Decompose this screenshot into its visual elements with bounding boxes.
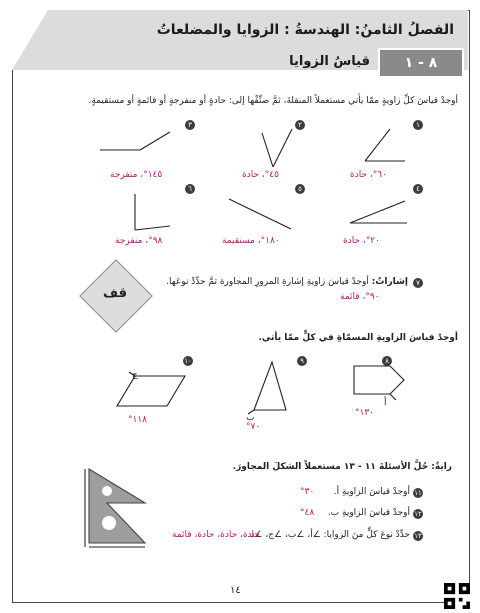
answer-3: ١٤٥°، منفرجة [110, 170, 163, 180]
question-number: ١٢ [414, 510, 422, 518]
answer-2: ٤٥°، حادة [242, 170, 279, 180]
q13-answer: حادة، حادة، حادة، قائمة [172, 530, 260, 540]
header-notch [12, 10, 48, 70]
question-number: ١ [413, 120, 423, 130]
q7-label: إشاراتٌ: [371, 277, 408, 287]
lesson-title: قياسُ الزوايا [289, 54, 370, 69]
question-number: ٦ [185, 184, 195, 194]
q11-text: أوجدْ قياسَ الزاويةِ أ. [333, 487, 410, 497]
answer-5: ١٨٠°، مستقيمة [222, 236, 280, 246]
q12-text: أوجدْ قياسَ الزاويةِ ب. [327, 508, 410, 518]
question-number: ١١ [414, 489, 422, 497]
angle-figure-4 [345, 195, 415, 230]
question-number: ٤ [413, 184, 423, 194]
question-number: ٨ [382, 356, 392, 366]
flags-heading: رايةٌ: حُلَّ الأسئلةَ ١١ - ١٣ مستعملاً الشكلَ المجاورَ. [232, 462, 452, 472]
q12-answer: ٤٨° [300, 508, 315, 518]
question-number: ٩ [297, 356, 307, 366]
angle-figure-1 [360, 125, 410, 165]
q7-body: أوجدْ قياسَ زاويةِ إشارةِ المرورِ المجاورة ثمَّ حدِّدْ نوعَها. [166, 277, 369, 287]
qr-code-icon [444, 583, 470, 609]
answer-10: ١١٨° [128, 415, 148, 425]
angle-figure-2 [258, 125, 298, 170]
nepal-flag-figure [85, 465, 155, 550]
angle-figure-5 [225, 195, 295, 235]
triangle-figure [250, 360, 290, 415]
figure-label-c: ج [132, 370, 138, 380]
pentagon-figure [350, 362, 410, 402]
angle-figure-6 [125, 190, 175, 235]
question-number: ٣ [185, 120, 195, 130]
question-number: ٥ [295, 184, 305, 194]
q7-text [166, 277, 408, 287]
section1-instruction: أوجدْ قياسَ كلِّ زاويةٍ ممّا يأتي مستعملاً المنقلةَ، ثمَّ صنِّفْها إلى: حادةٍ أو منفرجةٍ أو قائمةٍ أو مستقيمةٍ. [88, 96, 458, 106]
figure-label-b: ب [246, 413, 255, 423]
q7-answer: ٩٠°، قائمة [340, 292, 380, 302]
chapter-title: الفصلُ الثامنُ: الهندسةُ : الزوايا والمضلعاتُ [156, 22, 454, 38]
figure-label-a: أ [384, 398, 387, 408]
angle-figure-3 [95, 130, 175, 155]
question-number: ١٣ [414, 532, 422, 540]
section2-instruction: أوجدْ قياسَ الزاويةِ المسمّاةِ في كلٍّ ممّا يأتي. [258, 333, 458, 343]
answer-4: ٢٠°، حادة [343, 236, 380, 246]
answer-1: ٦٠°، حادة [350, 170, 387, 180]
answer-9: ٧٠° [246, 422, 261, 432]
question-number: ١٠ [184, 357, 192, 365]
question-number: ٢ [295, 120, 305, 130]
chapter-header [12, 10, 468, 70]
page-number: ١٤ [230, 585, 241, 596]
question-number: ٧ [413, 278, 423, 288]
stop-sign-text: قف [103, 286, 127, 301]
q11-answer: ٣٠° [300, 487, 315, 497]
parallelogram-figure [115, 372, 190, 412]
q13-text: حدِّدْ نوعَ كلٍّ منَ الزوايا: ∠أ، ∠ب، ∠ج، ∠د. [247, 530, 410, 540]
answer-8: ١٣٠° [355, 408, 375, 418]
answer-6: ٩٨°، منفرجة [115, 236, 163, 246]
lesson-number: ٨ - ١ [378, 48, 464, 78]
